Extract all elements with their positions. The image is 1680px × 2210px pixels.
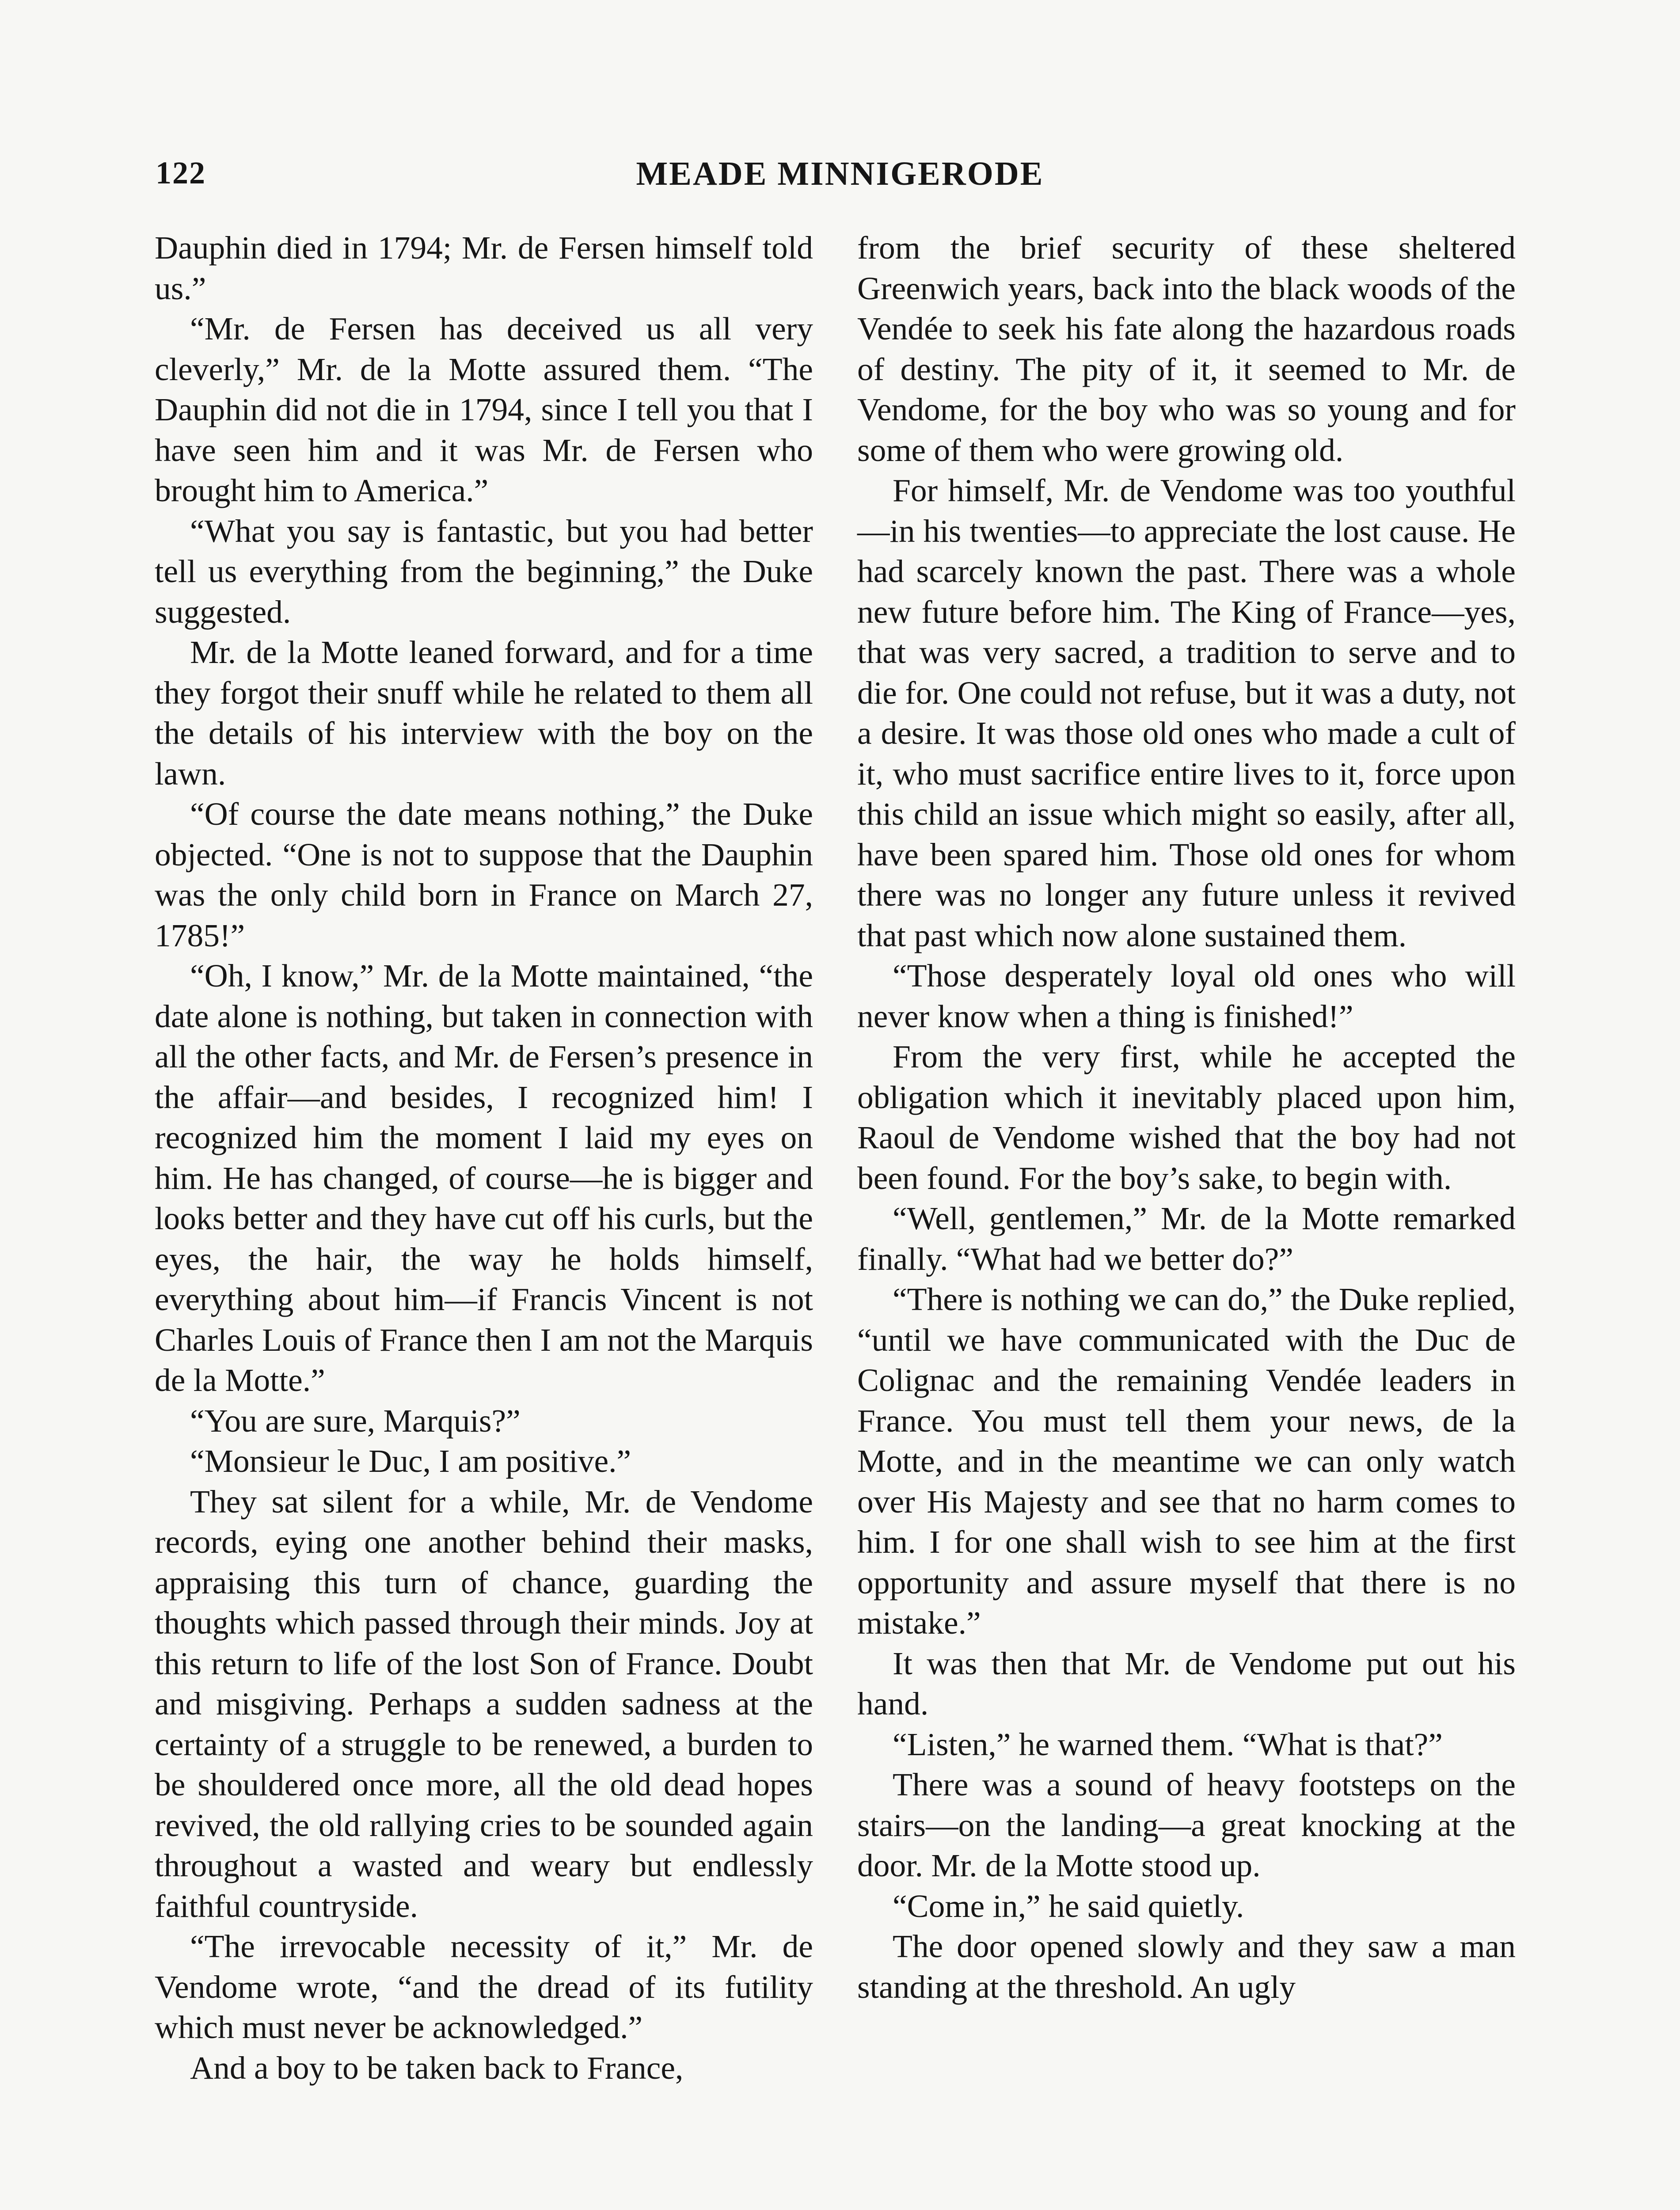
paragraph: And a boy to be taken back to France, [190, 2050, 684, 2086]
paragraph: “Mr. de Fersen has deceived us all very cleverly,” Mr. de la Motte assured them. “The Dauphin did not die in 1794, since I tell you that I have seen him and it was Mr. de Fersen who brought him to America.” [155, 311, 813, 508]
page-number: 122 [156, 155, 206, 191]
running-head: MEADE MINNIGERODE [636, 155, 1044, 192]
paragraph: “Come in,” he said quietly. [893, 1888, 1244, 1924]
paragraph: Mr. de la Motte leaned forward, and for a time they forgot their snuff while he related to them all the details of his interview with the boy on the lawn. [155, 634, 813, 792]
paragraph: “Well, gentlemen,” Mr. de la Motte remarked finally. “What had we better do?” [857, 1200, 1516, 1277]
right-column [857, 228, 1516, 2007]
paragraph: From the very first, while he accepted the obligation which it inevitably placed upon him, Raoul de Vendome wished that the boy had not been found. For the boy’s sake, to begin with. [857, 1039, 1516, 1196]
paragraph: Dauphin died in 1794; Mr. de Fersen himself told us.” [155, 230, 813, 306]
paragraph: The door opened slowly and they saw a man standing at the threshold. An ugly [857, 1928, 1516, 2005]
left-column [155, 228, 813, 2088]
paragraph: “What you say is fantastic, but you had better tell us everything from the beginning,” the Duke suggested. [155, 513, 813, 630]
paragraph: It was then that Mr. de Vendome put out his hand. [857, 1645, 1516, 1722]
paragraph: “Monsieur le Duc, I am positive.” [190, 1443, 631, 1479]
paragraph: There was a sound of heavy footsteps on the stairs—on the landing—a great knocking at the door. Mr. de la Motte stood up. [857, 1767, 1516, 1883]
paragraph: from the brief security of these sheltered Greenwich years, back into the black woods of the Vendée to seek his fate along the hazardous roads of destiny. The pity of it, it seemed to Mr. de Vendome, for the boy who was so young and for some of them who were growing old. [857, 230, 1516, 468]
paragraph: For himself, Mr. de Vendome was too youthful—in his twenties—to appreciate the lost cause. He had scarcely known the past. There was a whole new future before him. The King of France—yes, that was very sacred, a tradition to serve and to die for. One could not refuse, but it was a duty, not a desire. It was those old ones who made a cult of it, who must sacrifice entire lives to it, force upon this child an issue which might so easily, after all, have been spared him. Those old ones for whom there was no longer any future unless it revived that past which now alone sustained them. [857, 472, 1516, 953]
paragraph: “There is nothing we can do,” the Duke replied, “until we have communicated with the Duc de Colignac and the remaining Vendée leaders in France. You must tell them your news, de la Motte, and in the meantime we can only watch over His Majesty and see that no harm comes to him. I for one shall wish to see him at the first opportunity and assure myself that there is no mistake.” [857, 1281, 1516, 1641]
paragraph: “The irrevocable necessity of it,” Mr. de Vendome wrote, “and the dread of its futility which must never be acknowledged.” [155, 1928, 813, 2045]
paragraph: They sat silent for a while, Mr. de Vendome records, eying one another behind their masks, appraising this turn of chance, guarding the thoughts which passed through their minds. Joy at this return to life of the lost Son of France. Doubt and misgiving. Perhaps a sudden sadness at the certainty of a struggle to be renewed, a burden to be shouldered once more, all the old dead hopes revived, the old rallying cries to be sounded again throughout a wasted and weary but endlessly faithful countryside. [155, 1483, 813, 1924]
paragraph: “You are sure, Marquis?” [190, 1402, 521, 1439]
paragraph: “Oh, I know,” Mr. de la Motte maintained, “the date alone is nothing, but taken in connection with all the other facts, and Mr. de Fersen’s presence in the affair—and besides, I recognized him! I recognized him the moment I laid my eyes on him. He has changed, of course—he is bigger and looks better and they have cut off his curls, but the eyes, the hair, the way he holds himself, everything about him—if Francis Vincent is not Charles Louis of France then I am not the Marquis de la Motte.” [155, 958, 813, 1398]
paragraph: “Those desperately loyal old ones who will never know when a thing is finished!” [857, 958, 1516, 1034]
paragraph: “Of course the date means nothing,” the Duke objected. “One is not to suppose that the Dauphin was the only child born in France on March 27, 1785!” [155, 796, 813, 953]
paragraph: “Listen,” he warned them. “What is that?” [893, 1726, 1443, 1762]
